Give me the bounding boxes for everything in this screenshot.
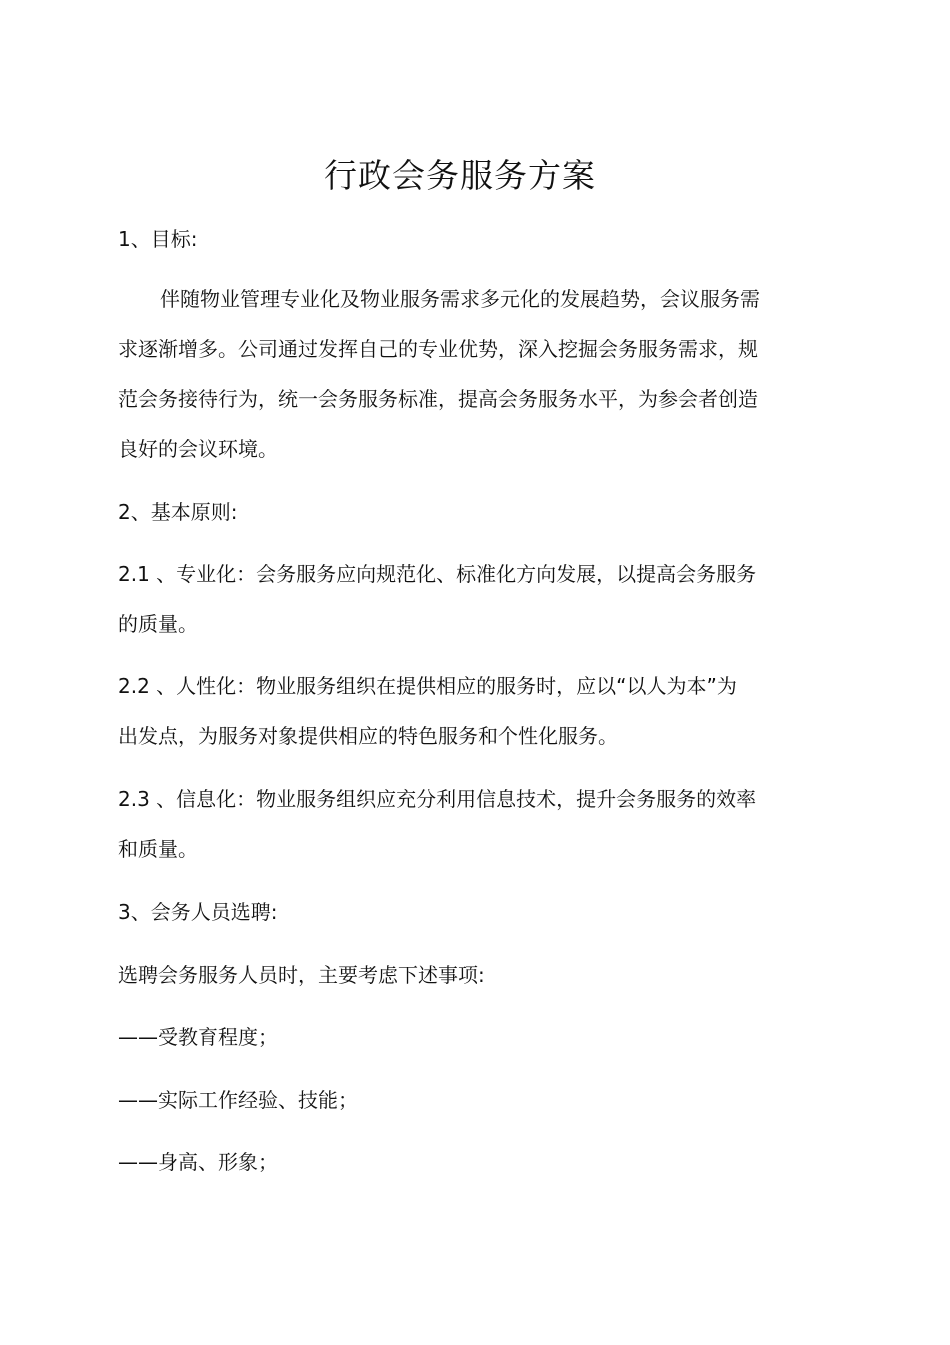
list-item: ——实际工作经验、技能；	[118, 1088, 358, 1112]
paragraph-line: 良好的会议环境。	[118, 437, 278, 461]
list-item: ——受教育程度；	[118, 1025, 278, 1049]
principle-2-2-line: 出发点，为服务对象提供相应的特色服务和个性化服务。	[118, 724, 618, 748]
selection-intro: 选聘会务服务人员时，主要考虑下述事项:	[118, 963, 485, 987]
section-1-heading: 1、目标:	[118, 227, 198, 251]
list-item: ——身高、形象；	[118, 1150, 278, 1174]
principle-2-2-line: 2.2 、人性化：物业服务组织在提供相应的服务时，应以“以人为本”为	[118, 674, 737, 698]
document-title: 行政会务服务方案	[324, 156, 596, 195]
principle-2-1-line: 的质量。	[118, 612, 198, 636]
paragraph-line: 伴随物业管理专业化及物业服务需求多元化的发展趋势，会议服务需	[160, 287, 760, 311]
principle-2-3-line: 和质量。	[118, 837, 198, 861]
paragraph-line: 范会务接待行为，统一会务服务标准，提高会务服务水平，为参会者创造	[118, 387, 758, 411]
paragraph-line: 求逐渐增多。公司通过发挥自己的专业优势，深入挖掘会务服务需求，规	[118, 337, 758, 361]
principle-2-3-line: 2.3 、信息化：物业服务组织应充分利用信息技术，提升会务服务的效率	[118, 787, 757, 811]
section-3-heading: 3、会务人员选聘:	[118, 900, 278, 924]
principle-2-1-line: 2.1 、专业化：会务服务应向规范化、标准化方向发展，以提高会务服务	[118, 562, 757, 586]
section-2-heading: 2、基本原则:	[118, 500, 238, 524]
